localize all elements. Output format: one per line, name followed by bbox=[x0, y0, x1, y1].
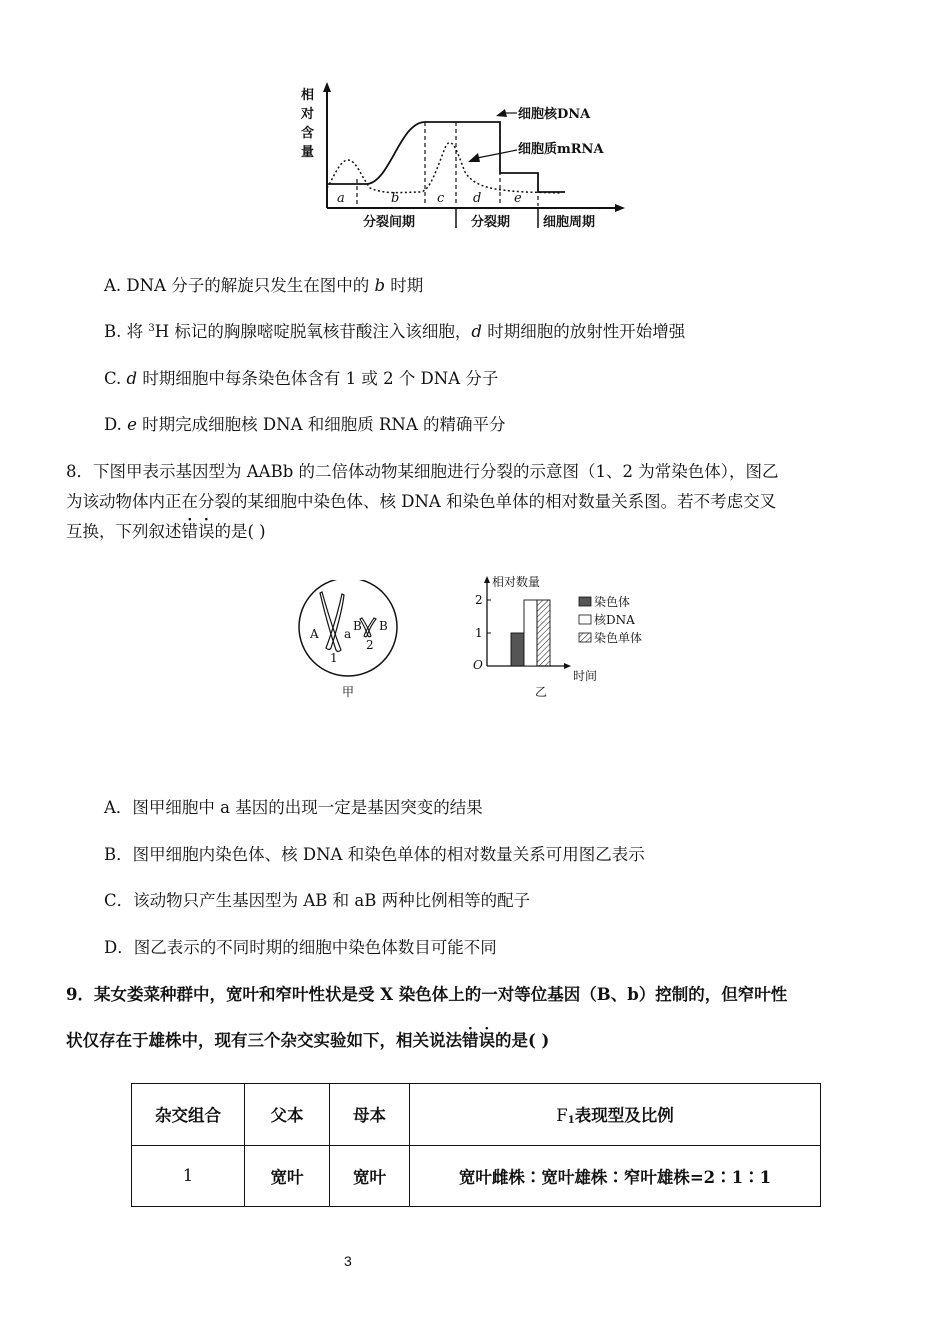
table-row bbox=[132, 1145, 821, 1207]
phase-letter-a: a bbox=[337, 191, 345, 206]
header-f1-prefix: F bbox=[556, 1106, 568, 1126]
q7-option-c[interactable] bbox=[104, 368, 498, 390]
legend-swatch-chromatid bbox=[579, 633, 591, 642]
q7-d-prefix: D. bbox=[104, 415, 128, 434]
phase-letter-e: e bbox=[514, 191, 522, 206]
cell-cycle-figure bbox=[295, 80, 630, 232]
q8-stem-line-2: 为该动物体内正在分裂的某细胞中染色体、核 DNA 和染色单体的相对数量关系图。若不考虑交叉 bbox=[66, 492, 777, 511]
q8-stem-pre: 互换，下列叙述 bbox=[66, 522, 182, 541]
q8-option-a[interactable]: A．图甲细胞中 a 基因的出现一定是基因突变的结果 bbox=[104, 798, 483, 817]
q7-b-var: d bbox=[471, 322, 482, 341]
cell-father: 宽叶 bbox=[245, 1145, 330, 1207]
bar-chromosome bbox=[511, 633, 524, 666]
cell-mother: 宽叶 bbox=[330, 1145, 410, 1207]
q7-c-suffix: 时期细胞中每条染色体含有 1 或 2 个 DNA 分子 bbox=[137, 369, 499, 388]
y-label-char-2: 对 bbox=[301, 107, 315, 122]
y-axis-arrow bbox=[323, 82, 331, 92]
q8-emph-1: 错 bbox=[181, 522, 198, 541]
q7-d-suffix: 时期完成细胞核 DNA 和细胞质 RNA 的精确平分 bbox=[136, 415, 506, 434]
q7-c-prefix: C. bbox=[104, 369, 127, 388]
q8-stem-line-3 bbox=[66, 521, 266, 543]
phase-letter-b: b bbox=[391, 191, 400, 206]
q7-a-prefix: A. DNA 分子的解旋只发生在图中的 bbox=[104, 276, 375, 295]
fig-yi-caption: 乙 bbox=[535, 685, 548, 699]
q8-option-d[interactable]: D．图乙表示的不同时期的细胞中染色体数目可能不同 bbox=[104, 938, 497, 957]
gene-label-a: a bbox=[344, 627, 352, 641]
q8-option-b[interactable]: B．图甲细胞内染色体、核 DNA 和染色单体的相对数量关系可用图乙表示 bbox=[104, 845, 645, 864]
gene-label-A: A bbox=[310, 627, 319, 641]
q7-b-sup: 3 bbox=[148, 323, 155, 334]
q9-emph-2: 误 bbox=[478, 1031, 495, 1050]
table-header-row bbox=[132, 1084, 821, 1146]
bar-nuclear-dna bbox=[524, 600, 537, 666]
q9-stem-post: 的是( ) bbox=[495, 1031, 550, 1050]
header-father: 父本 bbox=[245, 1084, 330, 1146]
fig-jia-caption: 甲 bbox=[342, 685, 355, 699]
curve-nuclear-dna bbox=[327, 122, 565, 192]
phase-letter-c: c bbox=[437, 191, 445, 206]
dna-pointer-head bbox=[496, 109, 507, 117]
x-label-cycle: 细胞周期 bbox=[543, 215, 596, 230]
y-label-char-3: 含 bbox=[301, 126, 315, 141]
y-label-char-1: 相 bbox=[301, 88, 315, 103]
chart-y-axis-label: 相对数量 bbox=[492, 575, 541, 589]
x-label-interphase: 分裂间期 bbox=[363, 215, 416, 230]
q8-emph-2: 误 bbox=[198, 522, 215, 541]
chart-y-arrow bbox=[484, 576, 490, 583]
label-nuclear-dna: 细胞核DNA bbox=[518, 107, 591, 122]
cross-table bbox=[131, 1083, 821, 1207]
cell-group: 1 bbox=[132, 1145, 245, 1207]
chromosome-number-1: 1 bbox=[330, 651, 338, 665]
q7-option-d[interactable] bbox=[104, 414, 506, 436]
legend-label-chromatid: 染色单体 bbox=[594, 631, 643, 645]
chart-legend bbox=[579, 594, 642, 645]
q7-a-suffix: 时期 bbox=[385, 276, 424, 295]
legend-swatch-dna bbox=[579, 615, 591, 624]
header-f1 bbox=[410, 1084, 821, 1146]
q8-option-c[interactable]: C．该动物只产生基因型为 AB 和 aB 两种比例相等的配子 bbox=[104, 891, 531, 910]
q7-b-prefix: B. 将 bbox=[104, 322, 149, 341]
gene-label-B1: B bbox=[353, 619, 362, 633]
gene-label-B2: B bbox=[379, 619, 388, 633]
mrna-pointer-head bbox=[468, 153, 480, 162]
mrna-label-pointer bbox=[477, 150, 517, 158]
chromosome-2 bbox=[360, 618, 376, 637]
fig-jia-cell bbox=[294, 580, 404, 700]
fig-yi-chart bbox=[465, 570, 665, 700]
y-tick-label-2: 2 bbox=[475, 593, 483, 607]
q7-c-var: d bbox=[126, 369, 138, 388]
q7-b-mid: H 标记的胸腺嘧啶脱氧核苷酸注入该细胞， bbox=[154, 322, 472, 341]
header-mother: 母本 bbox=[330, 1084, 410, 1146]
q9-stem-pre: 状仅存在于雄株中，现有三个杂交实验如下，相关说法 bbox=[66, 1031, 462, 1050]
page-number: 3 bbox=[344, 1253, 352, 1269]
q8-stem-line-1: 8．下图甲表示基因型为 AABb 的二倍体动物某细胞进行分裂的示意图（1、2 为常染色体），图乙 bbox=[66, 462, 779, 481]
q7-a-var: b bbox=[374, 276, 386, 295]
q7-option-a[interactable] bbox=[104, 275, 423, 297]
q7-b-suffix: 时期细胞的放射性开始增强 bbox=[481, 322, 686, 341]
chart-x-axis-label: 时间 bbox=[573, 669, 598, 683]
header-f1-suffix: 表现型及比例 bbox=[574, 1106, 674, 1126]
chromosome-number-2: 2 bbox=[366, 638, 374, 652]
x-label-division: 分裂期 bbox=[471, 215, 511, 230]
legend-label-chromosome: 染色体 bbox=[594, 595, 631, 609]
q7-option-b[interactable] bbox=[104, 321, 685, 343]
bar-chromatid bbox=[537, 600, 550, 666]
label-cytoplasm-mrna: 细胞质mRNA bbox=[518, 142, 604, 157]
header-f1-sub: 1 bbox=[567, 1115, 575, 1127]
legend-swatch-chromosome bbox=[579, 597, 591, 606]
q7-d-var: e bbox=[127, 415, 137, 434]
chromosome-1 bbox=[320, 592, 344, 652]
legend-label-dna: 核DNA bbox=[594, 613, 635, 627]
chart-x-arrow bbox=[564, 663, 571, 669]
y-tick-label-1: 1 bbox=[475, 626, 483, 640]
q9-stem-line-1: 9．某女娄菜种群中，宽叶和窄叶性状是受 X 染色体上的一对等位基因（B、b）控制的，但窄叶性 bbox=[66, 985, 788, 1004]
q9-stem-line-2 bbox=[66, 1030, 549, 1052]
y-label-char-4: 量 bbox=[301, 145, 315, 160]
q9-emph-1: 错 bbox=[462, 1031, 479, 1050]
q8-stem-post: 的是( ) bbox=[214, 522, 266, 541]
header-group: 杂交组合 bbox=[132, 1084, 245, 1146]
phase-letter-d: d bbox=[473, 191, 482, 206]
chart-origin: O bbox=[473, 658, 483, 672]
cell-result: 宽叶雌株∶宽叶雄株∶窄叶雄株=2∶1∶1 bbox=[410, 1145, 821, 1207]
x-axis-arrow bbox=[615, 204, 625, 212]
